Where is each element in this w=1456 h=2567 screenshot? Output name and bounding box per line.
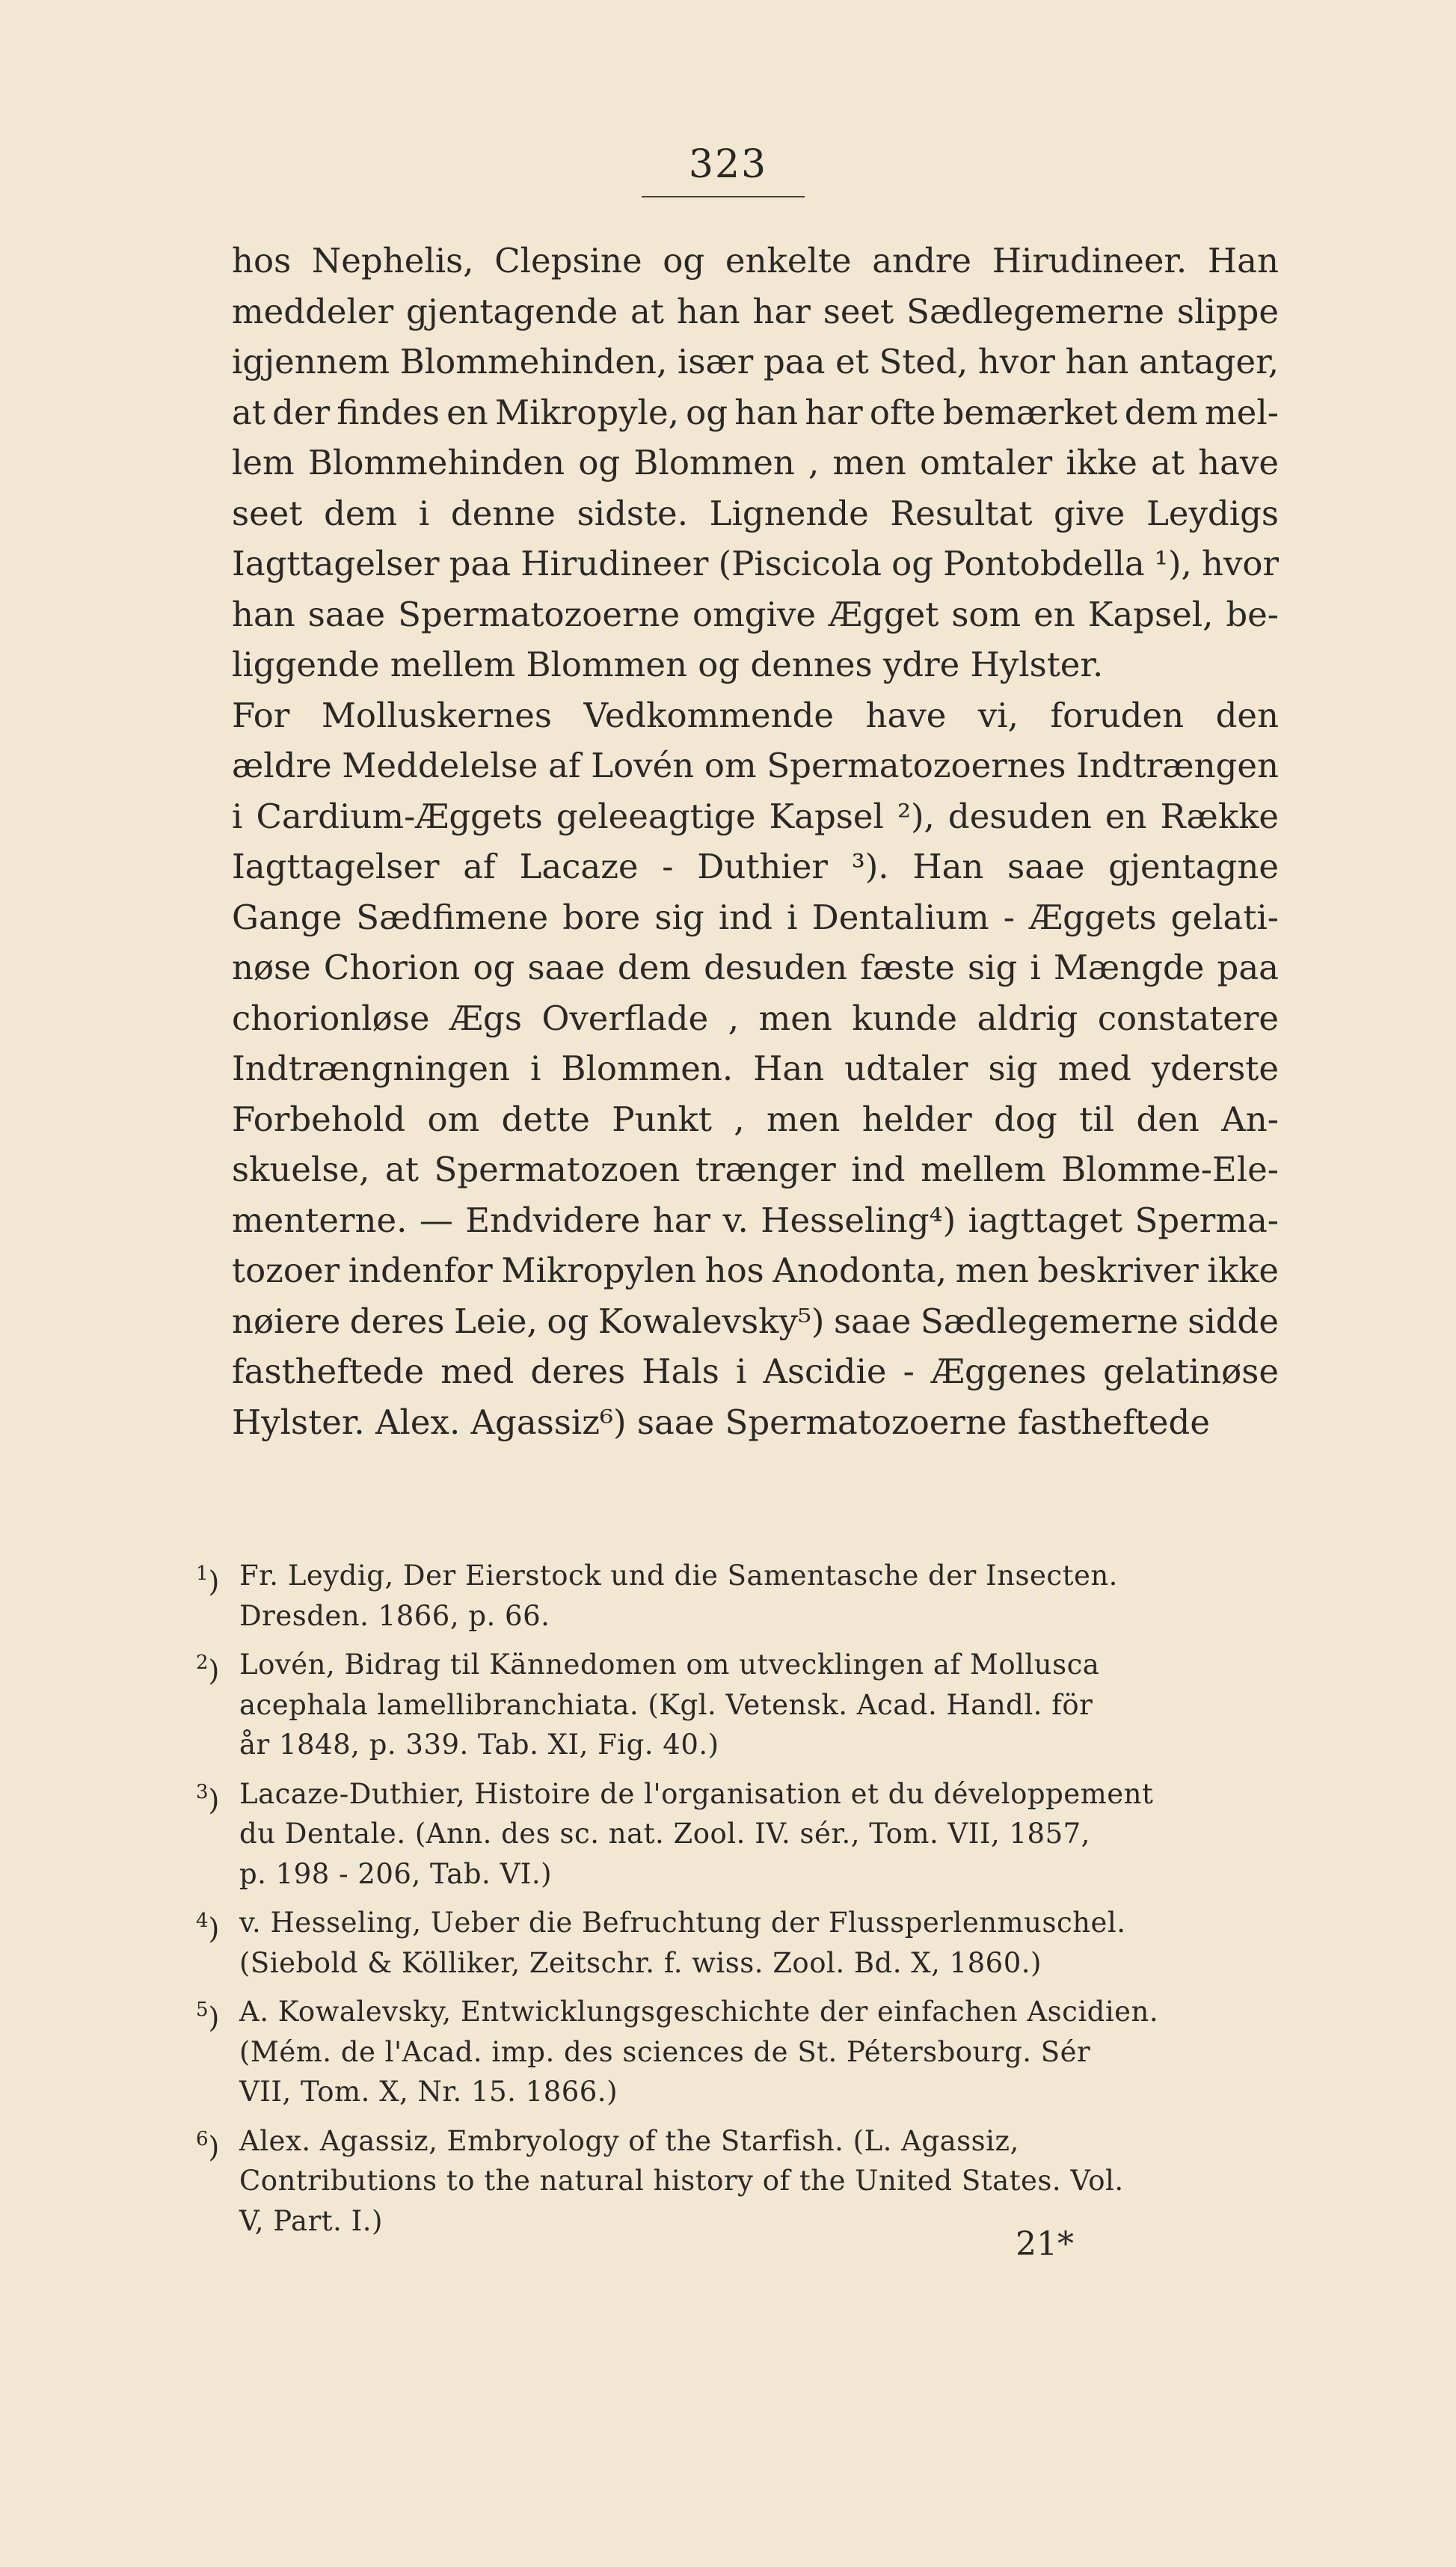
footnote-indent xyxy=(196,1596,239,1637)
text-line: menterne. — Endvidere har v. Hesseling⁴) iagttaget Sperma- xyxy=(232,1200,1279,1240)
text-line: igjennem Blommehinden, især paa et Sted, hvor han antager, xyxy=(232,342,1279,381)
footnote xyxy=(196,1903,1280,1983)
text-line: hos Nephelis, Clepsine og enkelte andre Hirudineer. Han xyxy=(232,241,1279,280)
text-line: chorionløse Ægs Overflade , men kunde aldrig constatere xyxy=(232,998,1279,1038)
footnote-indent xyxy=(196,1814,239,1854)
footnote-indent xyxy=(196,2201,239,2242)
footnote-marker: $^1$) xyxy=(196,1562,220,1598)
footnote-marker: $^3$) xyxy=(196,1780,220,1817)
footnote-line: acephala lamellibranchiata. (Kgl. Vetensk. Acad. Handl. för xyxy=(239,1688,1093,1721)
footnote xyxy=(196,1556,1280,1636)
text-line: nøse Chorion og saae dem desuden fæste sig i Mængde paa xyxy=(232,948,1279,987)
text-line: seet dem i denne sidste. Lignende Resultat give Leydigs xyxy=(232,493,1279,533)
text-line: Iagttagelser paa Hirudineer (Piscicola og Pontobdella ¹), hvor xyxy=(232,544,1279,583)
footnote xyxy=(196,1992,1280,2112)
text-line: Indtrængningen i Blommen. Han udtaler sig med yderste xyxy=(232,1049,1279,1088)
footnote xyxy=(196,1774,1280,1895)
footnote-line: du Dentale. (Ann. des sc. nat. Zool. IV. sér., Tom. VII, 1857, xyxy=(239,1818,1090,1850)
text-line: tozoer indenfor Mikropylen hos Anodonta, men beskriver ikke xyxy=(232,1251,1279,1290)
footnote-number: 5 xyxy=(196,1999,209,2021)
footnote-line: Lacaze-Duthier, Histoire de l'organisation et du développement xyxy=(239,1777,1154,1810)
text-line: Hylster. Alex. Agassiz⁶) saae Spermatozoerne fastheftede xyxy=(232,1402,1210,1442)
footnote-line: VII, Tom. X, Nr. 15. 1866.) xyxy=(239,2076,618,2108)
footnote-indent xyxy=(196,2032,239,2073)
text-line: fastheftede med deres Hals i Ascidie - Æggenes gelatinøse xyxy=(232,1352,1279,1391)
page-number-rule xyxy=(642,196,805,197)
footnote-indent xyxy=(196,1685,239,1726)
text-line: han saae Spermatozoerne omgive Ægget som en Kapsel, be- xyxy=(232,594,1279,634)
footnote xyxy=(196,1645,1280,1765)
footnote-marker: $^4$) xyxy=(196,1910,220,1945)
footnote-line: Alex. Agassiz, Embryology of the Starfish. (L. Agassiz, xyxy=(239,2124,1019,2157)
footnotes xyxy=(196,1556,1280,2250)
text-line: i Cardium-Æggets geleeagtige Kapsel ²), desuden en Række xyxy=(232,796,1279,836)
footnote-number: 6 xyxy=(196,2127,209,2150)
text-line: ældre Meddelelse af Lovén om Spermatozoernes Indtrængen xyxy=(232,746,1279,785)
footnote-number: 1 xyxy=(196,1562,209,1585)
footnote-number: 2 xyxy=(196,1651,209,1674)
footnote xyxy=(196,2121,1280,2242)
footnote-indent xyxy=(196,1943,239,1984)
footnote-line: p. 198 - 206, Tab. VI.) xyxy=(239,1857,553,1890)
main-text xyxy=(232,236,1279,1447)
footnote-line: Dresden. 1866, p. 66. xyxy=(239,1599,550,1632)
footnote-marker: $^5$) xyxy=(196,1999,220,2034)
footnote-line: Contributions to the natural history of the United States. Vol. xyxy=(239,2165,1124,2197)
footnote-indent xyxy=(196,1854,239,1895)
text-line: Forbehold om dette Punkt , men helder dog til den An- xyxy=(232,1099,1279,1139)
text-line: For Molluskernes Vedkommende have vi, foruden den xyxy=(232,695,1279,735)
footnote-line: Lovén, Bidrag til Kännedomen om utvecklingen af Mollusca xyxy=(239,1649,1100,1681)
footnote-number: 4 xyxy=(196,1910,209,1932)
footnote-indent xyxy=(196,2072,239,2112)
text-line: Iagttagelser af Lacaze - Duthier ³). Han saae gjentagne xyxy=(232,847,1279,886)
text-line: at der findes en Mikropyle, og han har ofte bemærket dem mel- xyxy=(232,392,1279,432)
footnote-line: Fr. Leydig, Der Eierstock und die Samentasche der Insecten. xyxy=(239,1559,1118,1592)
page-number: 323 xyxy=(688,142,768,187)
text-line: nøiere deres Leie, og Kowalevsky⁵) saae Sædlegemerne sidde xyxy=(232,1301,1279,1341)
footnote-line: år 1848, p. 339. Tab. XI, Fig. 40.) xyxy=(239,1729,719,1761)
footnote-line: (Siebold & Kölliker, Zeitschr. f. wiss. Zool. Bd. X, 1860.) xyxy=(239,1946,1042,1979)
footnote-line: A. Kowalevsky, Entwicklungsgeschichte der einfachen Ascidien. xyxy=(239,1996,1159,2028)
signature-mark: 21* xyxy=(1016,2225,1074,2263)
text-line: meddeler gjentagende at han har seet Sædlegemerne slippe xyxy=(232,291,1279,331)
footnote-line: v. Hesseling, Ueber die Befruchtung der Flussperlenmuschel. xyxy=(239,1907,1126,1939)
footnote-number: 3 xyxy=(196,1780,209,1803)
footnote-line: V, Part. I.) xyxy=(239,2204,383,2237)
text-line: Gange Sædfimene bore sig ind i Dentalium - Æggets gelati- xyxy=(232,897,1279,937)
text-line: lem Blommehinden og Blommen , men omtaler ikke at have xyxy=(232,443,1279,482)
footnote-indent xyxy=(196,1725,239,1765)
footnote-indent xyxy=(196,2161,239,2201)
footnote-line: (Mém. de l'Acad. imp. des sciences de St. Pétersbourg. Sér xyxy=(239,2035,1091,2068)
footnote-marker: $^6$) xyxy=(196,2127,220,2164)
footnote-marker: $^2$) xyxy=(196,1651,220,1687)
text-line: liggende mellem Blommen og dennes ydre Hylster. xyxy=(232,645,1104,684)
text-line: skuelse, at Spermatozoen trænger ind mellem Blomme-Ele- xyxy=(232,1150,1279,1189)
